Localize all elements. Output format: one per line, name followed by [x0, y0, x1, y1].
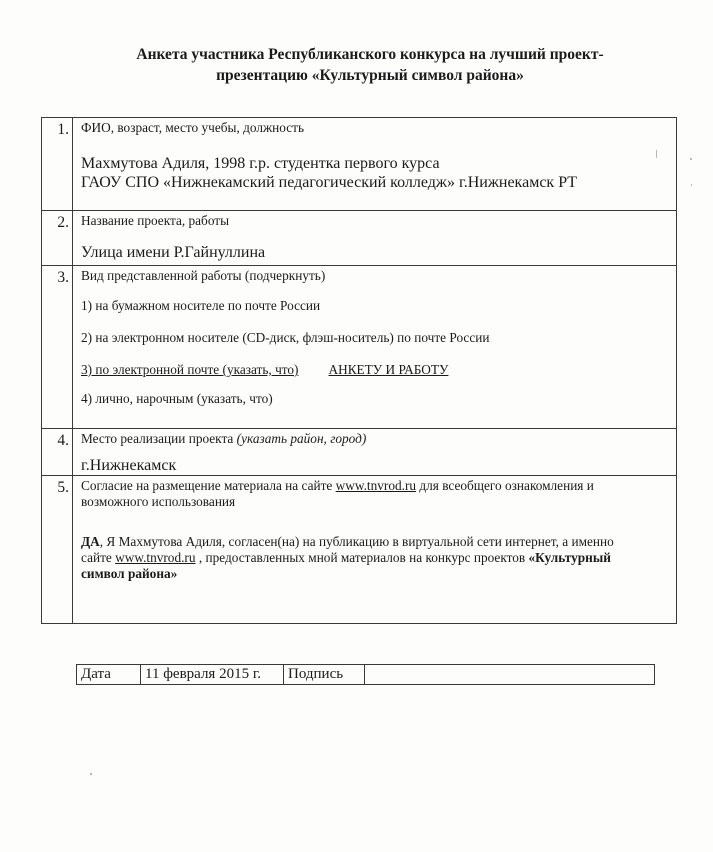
row-label: Место реализации проекта (указать район, город) [81, 431, 367, 446]
option-item: 1) на бумажном носителе по почте России [81, 298, 321, 313]
option-item: 4) лично, нарочным (указать, что) [81, 391, 273, 406]
option-item-selected [81, 362, 668, 378]
contest-name-line2: символ района» [81, 566, 178, 581]
site-link[interactable]: www.tnvrod.ru [115, 550, 196, 565]
row-number: 1. [42, 118, 73, 211]
scan-speck [656, 150, 657, 158]
row-label: Название проекта, работы [81, 213, 230, 228]
questionnaire-table [41, 117, 677, 624]
answer-text: Махмутова Адиля, 1998 г.р. студентка первого курса [81, 155, 440, 172]
table-row [42, 118, 677, 211]
signature-table [76, 664, 655, 685]
row-cell [73, 211, 677, 266]
row-cell [73, 266, 677, 429]
signature-label: Подпись [284, 665, 365, 685]
row-cell [73, 118, 677, 211]
scan-speck [690, 158, 692, 160]
row-number: 2. [42, 211, 73, 266]
table-row [42, 211, 677, 266]
scan-speck [90, 773, 92, 775]
consent-text: ДА, Я Махмутова Адиля, согласен(на) на публикацию в виртуальной сети интернет, а именно [81, 534, 614, 549]
answer-text: ГАОУ СПО «Нижнекамский педагогический колледж» г.Нижнекамск РТ [81, 174, 578, 191]
row-label-line2: возможного использования [81, 494, 236, 509]
answer-text: Улица имени Р.Гайнуллина [81, 244, 266, 261]
consent-text-line2: сайте www.tnvrod.ru , предоставленных мной материалов на конкурс проектов «Культурный [81, 550, 611, 565]
scan-speck [691, 184, 692, 186]
row-label-hint: (указать район, город) [236, 431, 367, 446]
title-line-1: Анкета участника Республиканского конкурса на лучший проект- [136, 46, 604, 63]
contest-name: «Культурный [528, 550, 611, 565]
table-row [42, 429, 677, 476]
row-number: 4. [42, 429, 73, 476]
table-row [42, 266, 677, 429]
option-item: 2) на электронном носителе (CD-диск, флэш-носитель) по почте России [81, 330, 490, 345]
row-label: Согласие на размещение материала на сайте www.tnvrod.ru для всеобщего ознакомления и [81, 478, 594, 493]
document-title [60, 44, 680, 86]
option-value: АНКЕТУ И РАБОТУ [328, 362, 449, 377]
row-number: 5. [42, 476, 73, 624]
table-row [42, 476, 677, 624]
answer-text: г.Нижнекамск [81, 457, 177, 474]
title-line-2: презентацию «Культурный символ района» [216, 67, 524, 84]
row-cell [73, 476, 677, 624]
row-number: 3. [42, 266, 73, 429]
date-label: Дата [77, 665, 141, 685]
row-label: ФИО, возраст, место учебы, должность [81, 120, 305, 135]
option-label: 3) по электронной почте (указать, что) [81, 362, 299, 377]
date-value: 11 февраля 2015 г. [141, 665, 284, 685]
row-label: Вид представленной работы (подчеркнуть) [81, 268, 326, 283]
consent-yes: ДА [81, 534, 100, 549]
signature-field[interactable] [365, 665, 655, 685]
site-link[interactable]: www.tnvrod.ru [335, 478, 417, 493]
signature-row [77, 665, 655, 685]
row-cell [73, 429, 677, 476]
